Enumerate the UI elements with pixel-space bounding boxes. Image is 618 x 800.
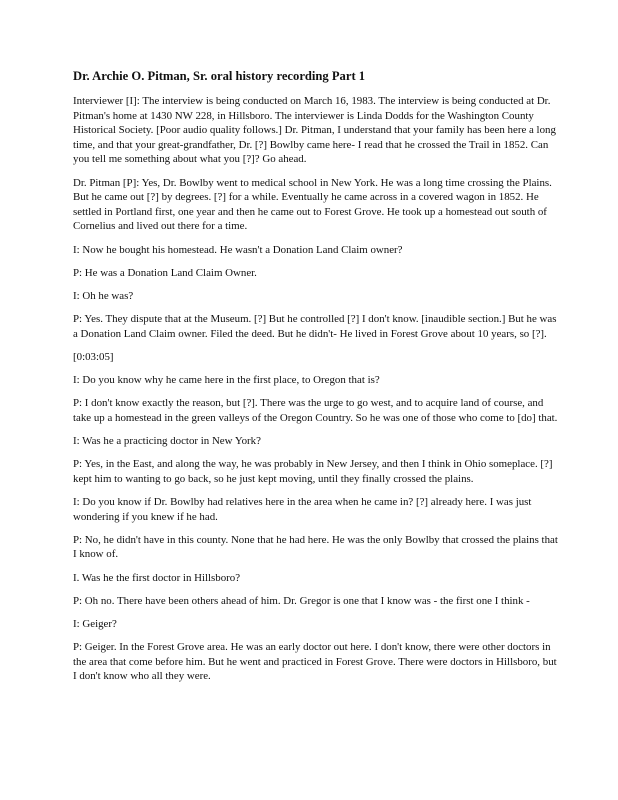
timestamp: [0:03:05] — [73, 350, 114, 363]
transcript-paragraph: I: Do you know if Dr. Bowlby had relatives here in the area when he came in? [?] already here. I was just wondering if you knew if he had. — [73, 496, 532, 523]
transcript-paragraph: Interviewer [I]: The interview is being conducted on March 16, 1983. The interview is being conducted at Dr. Pitman's home at 1430 NW 228, in Hillsboro. The interviewer is Linda Dodds for the Washington County Historical Society. [Poor audio quality follows.] Dr. Pitman, I understand that your family has been here a long time, and that your great-grandfather, Dr. [?] Bowlby came here- I read that he crossed the Trail in 1852. Can you tell me something about what you [?]? Go ahead. — [73, 95, 556, 166]
transcript-paragraph: P: No, he didn't have in this county. None that he had here. He was the only Bowlby that crossed the plains that I know of. — [73, 533, 558, 561]
transcript-paragraph: P: Geiger. In the Forest Grove area. He was an early doctor out here. I don't know, there were other doctors in the area that come before him. But he went and practiced in Forest Grove. There were doctors in Hillsboro, but I don't know who all they were. — [73, 641, 557, 683]
transcript-paragraph: I: Oh he was? — [73, 289, 134, 302]
transcript-paragraph: P: I don't know exactly the reason, but [?]. There was the urge to go west, and to acquire land of course, and take up a homestead in the green valleys of the Oregon Country. So he was one of those who come to [do] that. — [73, 397, 558, 424]
transcript-paragraph: P: Oh no. There have been others ahead of him. Dr. Gregor is one that I know was - the first one I think - — [73, 594, 530, 607]
document-title: Dr. Archie O. Pitman, Sr. oral history recording Part 1 — [73, 69, 366, 83]
transcript-paragraph: Dr. Pitman [P]: Yes, Dr. Bowlby went to medical school in New York. He was a long time crossing the Plains. But he came out [?] by degrees. [?] for a while. Eventually he came across in a covered wagon in 1852. He settled in Portland first, one year and then he came out to Forest Grove. He took up a homestead out south of Cornelius and lived out there for a time. — [73, 176, 552, 233]
transcript-paragraph: I: Do you know why he came here in the first place, to Oregon that is? — [73, 374, 380, 387]
transcript-paragraph: P: Yes. They dispute that at the Museum. [?] But he controlled [?] I don't know. [inaudible section.] But he was a Donation Land Claim owner. Filed the deed. But he didn't- He lived in Forest Grove about 10 years, so [?]. — [73, 313, 557, 340]
transcript-paragraph: I. Was he the first doctor in Hillsboro? — [73, 571, 241, 584]
transcript-paragraph: P: He was a Donation Land Claim Owner. — [73, 266, 257, 279]
transcript-body — [73, 94, 559, 684]
transcript-paragraph: I: Was he a practicing doctor in New York? — [73, 435, 261, 448]
transcript-paragraph: I: Now he bought his homestead. He wasn't a Donation Land Claim owner? — [73, 243, 403, 256]
transcript-paragraph: P: Yes, in the East, and along the way, he was probably in New Jersey, and then I think in Ohio someplace. [?] kept him to wanting to go back, so he just kept moving, until they finally crossed the plains. — [73, 458, 553, 485]
transcript-paragraph: I: Geiger? — [73, 617, 117, 630]
document-page — [73, 68, 559, 693]
